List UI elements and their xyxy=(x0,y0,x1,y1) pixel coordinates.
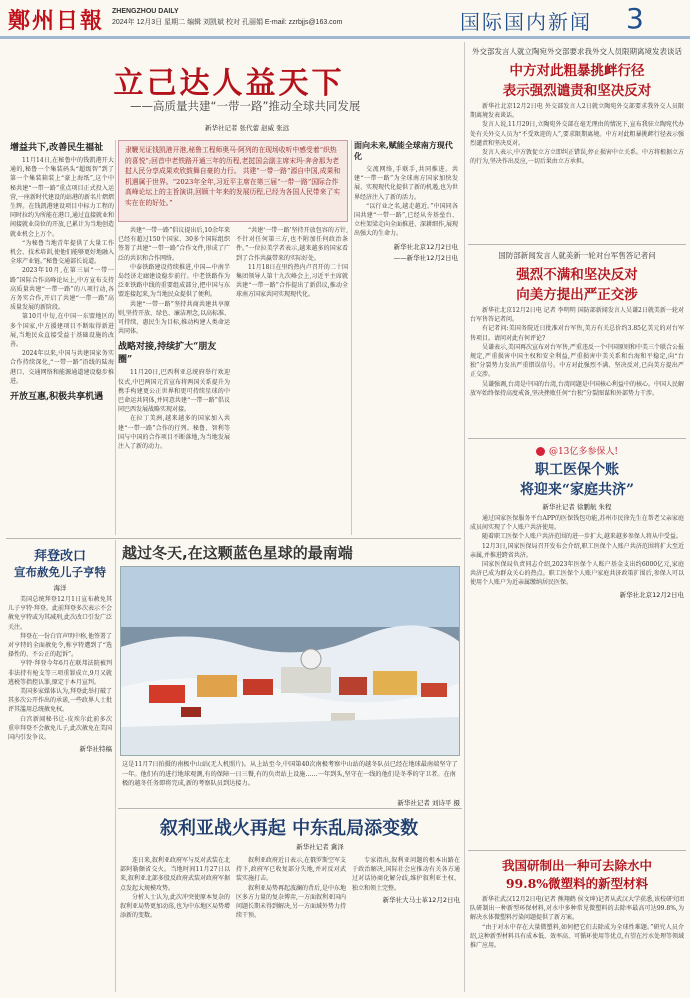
lead-subhead-1: 增益共下,改善民生福祉 xyxy=(10,143,104,153)
insurance-byline: 新华社记者 徐鹏航 朱程 xyxy=(542,503,612,511)
lead-p12: “共建‘一带一路’坚持开放包容的方针,不针对任何第三方,也不附加任何政治条件。”一位拉美学者表示,越来越多的国家看到了合作共赢带来的实际好处。 xyxy=(236,227,348,262)
col-divider xyxy=(464,42,465,992)
row-divider xyxy=(468,850,686,851)
insurance-p1: 通过国家医保服务平台APP的医保钱包功能,苏州市民徐先生在帮老父亲家庭成员间实现了个人账户共济使用。 xyxy=(470,515,684,532)
lead-p2: “为秘鲁当地青年提供了大量工作机会、技术培训,使他们能够更好地融入全球产业链。”秘鲁交通部长说道。 xyxy=(10,239,114,266)
row-divider xyxy=(6,538,461,539)
lead-p3: 2023年10月,在第三届“一带一路”国际合作高峰论坛上,中方宣布支持高质量共建“一带一路”的八项行动,各方务实合作,开启了共建“一带一路”高质量发展的新阶段。 xyxy=(10,267,114,312)
pardon-title-1: 拜登改口 xyxy=(33,549,86,564)
syria-p4: 叙利亚局势再起波澜的背后,是中东地区多方力量的复杂博弈,一方面叙利亚国内问题长期未得到解决,另一方面域外势力持续干预。 xyxy=(236,884,346,920)
photo-caption: 这是11月7日拍摄的南极中山站(无人机照片)。从上站至今,中国第40次南极考察中山站的越冬队员已经在地球最南端坚守了一年。他们有的进行地球观测,有的保障一日三餐,有的负责站上设施……一年到头,坚守在一线的他们是冬季的守卫者。在南极的越冬任务即将完成,新的考察队员到达接力。 xyxy=(122,761,458,787)
mod-title-2: 向美方提出严正交涉 xyxy=(516,287,638,303)
lead-dateline: 新华社北京12月2日电 xyxy=(393,242,458,251)
mfa-p2: 发言人说,11月29日,立陶宛外交部在毫无理由的情况下,宣布我驻立陶宛代办处有关外交人员为“不受欢迎的人”,要求限期离境。中方对此粗暴挑衅行径表示强烈谴责和坚决反对。 xyxy=(470,121,684,147)
lead-p11: 在拉丁美洲,越来越多的国家加入共建“一带一路”合作的行列。秘鲁、智利等国与中国的合作项目不断落地,为当地发展注入了新的动力。 xyxy=(118,415,230,451)
insurance-banner-text: @13亿多参保人! xyxy=(548,447,619,457)
syria-p3: 叙利亚政府近日表示,在俄罗斯空军支持下,政府军已收复部分失地,并对反对武装实施打击。 xyxy=(236,857,346,883)
syria-p2: 分析人士认为,此次冲突使原本复杂的叙利亚局势更加动荡,也为中东地区局势增添新的变数。 xyxy=(120,893,230,920)
pardon-author: 海洋 xyxy=(53,584,67,592)
insurance-title-1: 职工医保个账 xyxy=(535,462,619,478)
newspaper-logo: 鄭州日報 xyxy=(8,8,105,34)
mod-article xyxy=(470,250,684,430)
col-divider xyxy=(115,540,116,992)
lead-p4: 第10月中旬,在中国一东盟地区的多个国家,中方援建项目不断取得新进展,当地民众直接受益于基础设施的改善。 xyxy=(10,313,114,349)
lead-byline: 新华社记者 张代蕾 赵威 张远 xyxy=(205,124,290,132)
syria-col-1 xyxy=(120,856,230,992)
lead-p15: “以行业之名,越走越近。”中国同各国共建“一带一路”,已经从夯基垒台、立柱架梁走向全面推进、深耕细作,展现出强大的生命力。 xyxy=(354,202,458,238)
lead-p7: 共建“一带一路”倡议提出后,10余年来已经有超过150个国家、30多个国际组织签署了共建“一带一路”合作文件,形成了广泛的共识和合作网络。 xyxy=(118,227,230,262)
insurance-p2: 随着职工医保个人账户共济范围的进一步扩大,越来越多参保人将从中受益。 xyxy=(482,533,682,541)
lead-intro-box xyxy=(118,140,348,222)
masthead-email: E-mail: zzrbjjs@163.com xyxy=(264,19,343,26)
masthead-date-line xyxy=(112,17,342,28)
lead-intro-text: 隶鞭见证钱凯港开港,秘鲁工程师奥马·阿列的在现场收听中感受着“织热的喜悦”;回首中老铁路开通三年的历程,老挝国会副主席宋玛·奔舍那为老挝人民分享成果欢欣鼓舞自豪的力行。 xyxy=(125,146,339,175)
mod-p1: 新华社北京12月2日电 记者 李明明 国防部新闻发言人吴谦2日就美新一轮对台军售答记者问。 xyxy=(470,307,684,324)
pardon-p4: 美国多家媒体认为,拜登此举打破了其多次公开作出的承诺,一些政界人士批评其滥用总统赦免权。 xyxy=(8,688,112,714)
pardon-article xyxy=(8,545,112,990)
photo-credit: 新华社记者 刘诗平 摄 xyxy=(397,799,460,807)
lead-title: 立己达人益天下 xyxy=(113,66,345,101)
masthead-date: 2024年 12月3日 星期二 xyxy=(112,19,186,26)
mfa-p1: 新华社北京12月2日电 外交部发言人2日就立陶宛外交部要求我外交人员限期离境发表谈话。 xyxy=(470,103,684,120)
lead-col-2 xyxy=(118,226,230,535)
syria-col-3 xyxy=(352,856,460,992)
photo-title: 越过冬天,在这颗蓝色星球的最南端 xyxy=(122,544,353,562)
lead-p9: 共建“一带一路”坚持共商共建共享原则,坚持开放、绿色、廉洁理念,以高标准、可持续、惠民生为目标,推动构建人类命运共同体。 xyxy=(118,300,230,336)
col-divider xyxy=(115,140,116,535)
syria-p1: 连日来,叙利亚政府军与反对武装在北部阿勒颇省交火。当地时间11月27日以来,叙利亚北部多股反政府武装对政府军据点发起大规模攻势。 xyxy=(120,857,230,892)
masthead-editors: 编辑 刘凯斌 校对 孔丽娟 xyxy=(187,19,265,26)
row-divider xyxy=(468,244,686,245)
mfa-kicker: 外交部发言人就立陶宛外交部要求我外交人员限期离境发表谈话 xyxy=(472,47,682,56)
lead-subhead-4: 面向未来,赋能全球南方现代化 xyxy=(354,140,453,161)
mfa-article xyxy=(470,46,684,226)
pardon-title-2: 宣布赦免儿子亨特 xyxy=(14,565,106,579)
tech-title-1: 我国研制出一种可去除水中 xyxy=(501,858,652,873)
mod-title-1: 强烈不满和坚决反对 xyxy=(516,267,638,283)
syria-col-2 xyxy=(236,856,346,992)
syria-dateline: 新华社大马士革12月2日电 xyxy=(382,895,460,904)
syria-title: 叙利亚战火再起 中东乱局添变数 xyxy=(159,818,419,839)
insurance-title-2: 将迎来“家庭共济” xyxy=(519,482,635,498)
tech-title-2: 99.8%微塑料的新型材料 xyxy=(505,876,649,891)
row-divider xyxy=(118,808,462,809)
insurance-article xyxy=(470,444,684,844)
antarctic-station-photo xyxy=(120,566,460,756)
pardon-p3: 亨特·拜登今年6月在联邦法院被判非法持有枪支等三项重罪成立,9月又就逃税等指控认罪,原定于本月宣判。 xyxy=(8,660,112,686)
lead-subhead-2: 开放互惠,积极共享机遇 xyxy=(10,392,104,403)
lead-p1: 11月14日,在秘鲁中的钱凯港开大通的,秘鲁一个集装码头“超级智”到了第一个集装箱装上“豪上海纸”,这个中秘共建“一带一路”重点项目正式投入运营,一座新时代建设的站港的新名片熠熠生辉。在钱凯港建设项目中标力工程的同时拉约为所能在港口,通过直接就业和间接就业岗位的开放,已累计为当地创造就业机会上万个。 xyxy=(10,157,114,238)
pardon-source: 新华社特稿 xyxy=(79,745,112,754)
tech-article xyxy=(470,856,684,994)
mfa-title-2: 表示强烈谴责和坚决反对 xyxy=(502,83,652,99)
insurance-p3: 12月3日,国家医保局召开发布会介绍,职工医保个人账户共济范围将扩大至近亲属,并推进跨省共济。 xyxy=(470,542,684,559)
insurance-dateline: 新华社北京12月2日电 xyxy=(619,590,684,599)
lead-col-3 xyxy=(236,226,348,535)
row-divider xyxy=(468,438,686,439)
mfa-p3: 发言人表示,中方敦促立方立即纠正错误,停止损害中立关系。中方将根据立方的行为,坚决作出反应,一切后果由立方承担。 xyxy=(470,149,684,166)
insurance-p4: 国家医保局负责同志介绍,2023年医保个人账户基金支出约6000亿元,家庭共济已成为群众关心的热点。职工医保个人账户家庭共济政策扩围后,参保人可以使用个人账户为近亲属缴纳居民医保。 xyxy=(470,561,684,587)
lead-p6-text: 共建“一带一路”源自中国,成果和机遇属于世界。“2023年全年,习近平主席在第三届“一带一路”国际合作高峰论坛上的主旨演讲,回顾十年来的发展历程,已经为各国人民带来了实实在在的好处。” xyxy=(125,167,341,207)
mfa-title-1: 中方对此粗暴挑衅行径 xyxy=(509,63,645,79)
page-number: 3 xyxy=(626,2,644,35)
syria-author: 新华社记者 冀泽 xyxy=(296,843,344,851)
mod-p3: 吴谦表示,美国再次宣布对台军售,严重违反一个中国原则和中美三个联合公报规定,严重损害中国主权和安全利益,严重损害中美关系和台海和平稳定,向“台独”分裂势力发出严重错误信号。中方对此强烈不满、坚决反对,已向美方提出严正交涉。 xyxy=(470,343,684,379)
mod-p4: 吴谦强调,台湾是中国的台湾,台湾问题是中国核心利益中的核心。中国人民解放军始终保持高度戒备,坚决挫败任何“台独”分裂图谋和外部势力干涉。 xyxy=(470,380,684,397)
mod-p2: 有记者问:美国务院近日批准对台军售,美方有关总价约3.85亿美元的对台军售项目。请问对此有何评论? xyxy=(470,325,684,342)
lead-p8: 中泰铁路建设持续推进,中国—中南半岛经济走廊建设稳步前行。中老铁路作为泛亚铁路中线的重要组成部分,把中国与东盟连接起来,为当地民众提供了便利。 xyxy=(118,263,230,299)
section-title: 国际国内新闻 xyxy=(460,10,592,34)
pardon-p1: 美国总统拜登12月1日宣布赦免其儿子亨特·拜登。此前拜登多次表示不会赦免亨特或为其减刑,此次改口引发广泛关注。 xyxy=(8,596,112,631)
col-divider xyxy=(351,140,352,535)
lead-p13: 11月18日在里约热内卢召开的二十国集团领导人第十九次峰会上,习近平主席就共建“一带一路”合作提出了新倡议,推动全球南方国家共同实现现代化。 xyxy=(236,263,348,299)
lead-col-4 xyxy=(354,140,458,535)
lead-p14: 交流网络,手联手,共同推进。共建“一带一路”为全球南方国家加快发展、实现现代化提供了新的机遇,也为世界经济注入了新的活力。 xyxy=(354,166,458,201)
tech-p1: 新华社武汉12月2日电(记者 熊翔鹤 侯文坤)记者从武汉大学获悉,该校研究团队研制出一种新型环保材料,对水中多种常见微塑料的去除率最高可达99.8%,为解决水体微塑料污染问题提供了新方案。 xyxy=(470,896,684,922)
tech-p2: “由于对水中存在大量微塑料,如何把它们去除成为全球性难题。”研究人员介绍,这种新型材料具有成本低、效率高、可循环使用等优点,有望在污水处理等领域推广应用。 xyxy=(470,923,684,950)
lead-dateline-2: ——新华社12月2日电 xyxy=(393,253,458,262)
mod-kicker: 国防部新闻发言人就美新一轮对台军售答记者问 xyxy=(498,251,656,260)
masthead-name-en: ZHENGZHOU DAILY xyxy=(112,8,179,15)
at-icon xyxy=(536,447,545,456)
syria-p5: 专家指出,叙利亚问题的根本出路在于政治解决,国际社会应推动有关各方通过对话协商化解分歧,维护叙利亚主权、独立和领土完整。 xyxy=(352,857,460,892)
masthead-info xyxy=(112,6,342,28)
lead-p5: 2024年以来,中国与共建国家务实合作持续深化,“一带一路”沿线的陆海港口、交通网络和能源通道建设稳步推进。 xyxy=(10,350,114,385)
insurance-banner xyxy=(470,444,684,457)
pardon-p2: 拜登在一份白宫声明中称,他签署了对亨特的全面赦免令,称亨特遭到了“选择性的、不公正的起诉”。 xyxy=(8,632,112,659)
lead-p10: 11月20日,巴西利亚总统府举行欢迎仪式,中巴两国元首宣布将两国关系提升为携手构建更公正世界和更可持续星球的中巴命运共同体,并同意共建“一带一路”倡议同巴西发展战略实现对接。 xyxy=(118,369,230,414)
lead-subtitle: ——高质量共建“一带一路”推动全球共同发展 xyxy=(130,99,361,113)
lead-subhead-3: 战略对接,持续扩大“朋友圈” xyxy=(118,342,217,366)
antarctic-station-illustration xyxy=(121,567,460,756)
header-divider xyxy=(0,36,690,39)
pardon-p5: 白宫新闻秘书让-皮埃尔此前多次重申拜登不会赦免儿子,此次赦免在美国国内引发争议。 xyxy=(8,715,112,742)
lead-col-1 xyxy=(10,140,114,535)
